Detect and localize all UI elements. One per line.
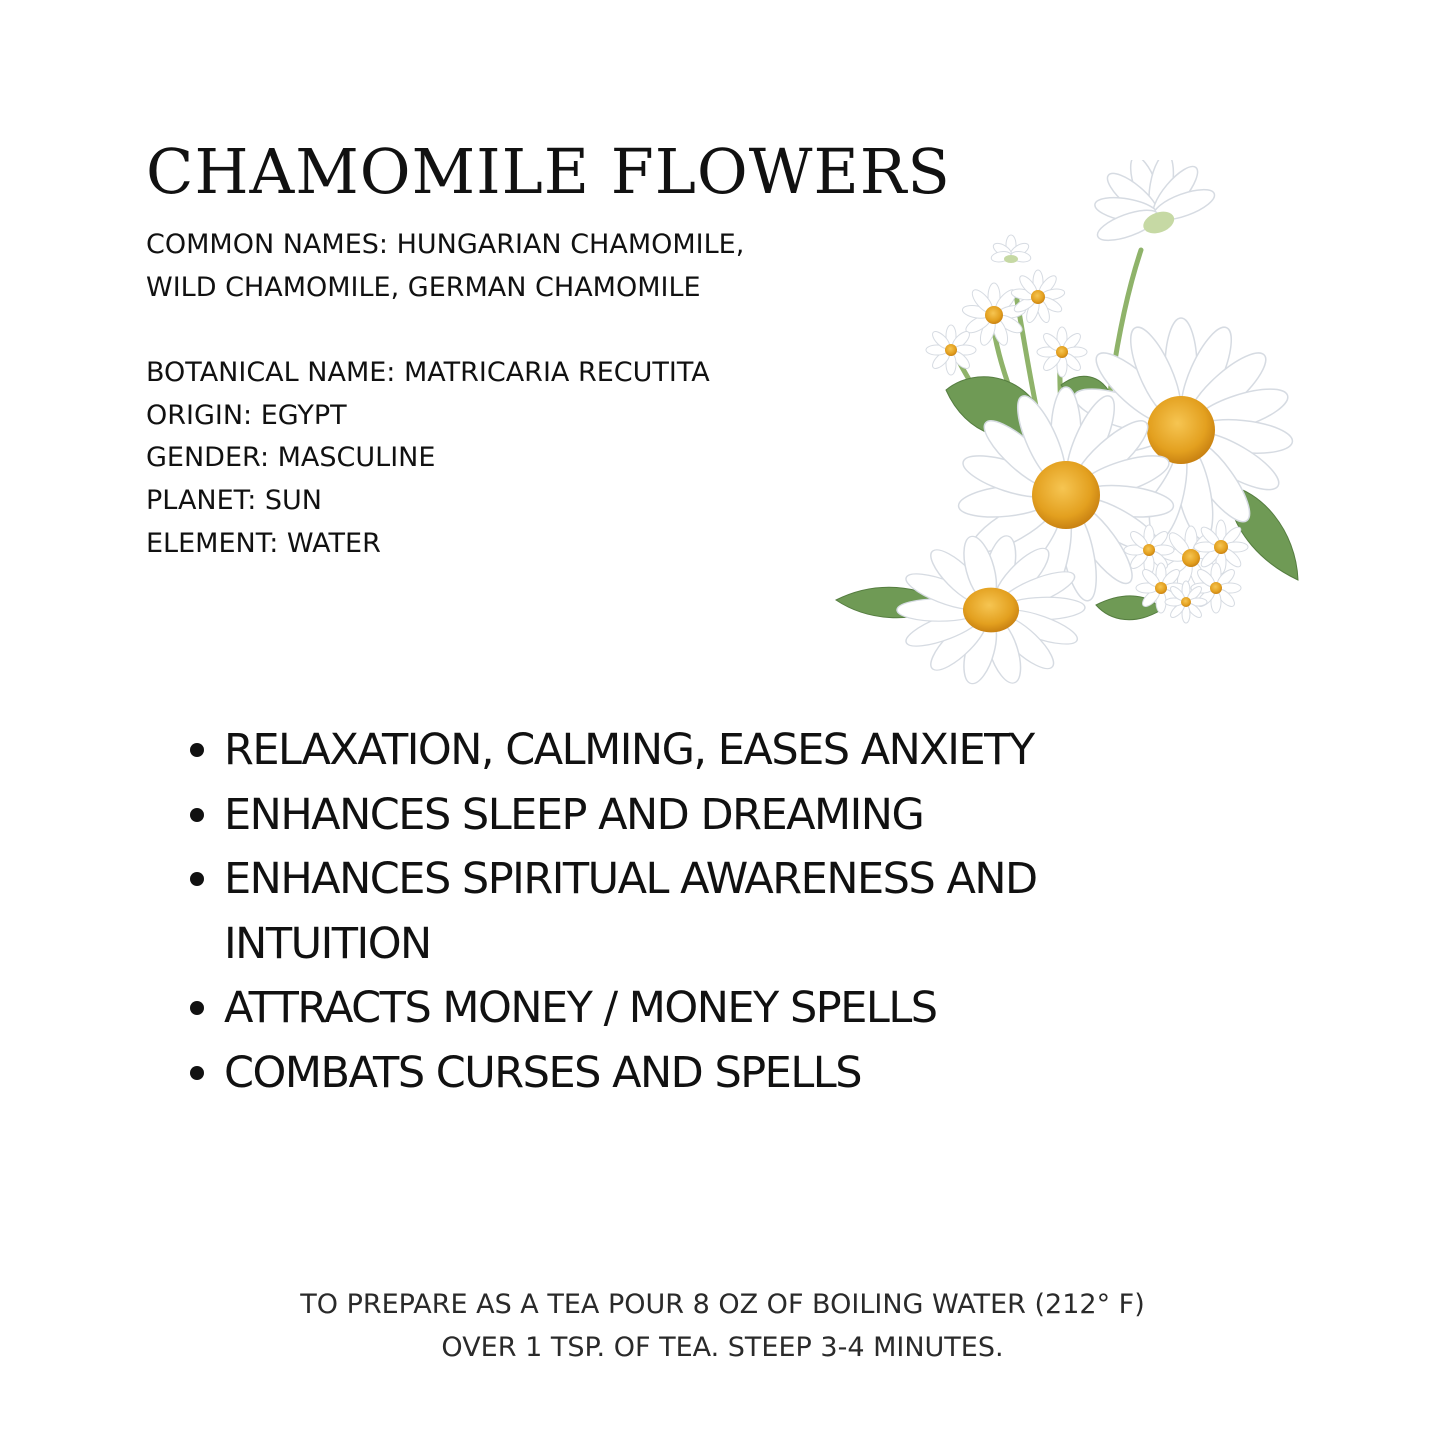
chamomile-bouquet-illustration [826, 160, 1310, 690]
list-item [186, 976, 1226, 1041]
gender: GENDER: MASCULINE [146, 442, 436, 474]
origin: ORIGIN: EGYPT [146, 399, 347, 431]
bullet-icon [190, 743, 204, 757]
daisy-top [1077, 160, 1221, 253]
list-item [186, 1041, 1226, 1106]
instructions-line-1: TO PREPARE AS A TEA POUR 8 OZ OF BOILING WATER (212° F) [300, 1289, 1145, 1320]
benefits-list [186, 718, 1226, 1105]
list-item [186, 718, 1226, 783]
instructions-line-2: OVER 1 TSP. OF TEA. STEEP 3-4 MINUTES. [441, 1332, 1004, 1363]
tea-preparation-instructions [0, 1283, 1445, 1369]
planet: PLANET: SUN [146, 485, 322, 517]
benefit-text: ENHANCES SLEEP AND DREAMING [224, 789, 924, 840]
benefit-text: COMBATS CURSES AND SPELLS [224, 1047, 862, 1098]
bullet-icon [190, 872, 204, 886]
element: ELEMENT: WATER [146, 527, 381, 559]
list-item [186, 847, 1226, 976]
info-spacer [146, 309, 744, 352]
common-names-line-1: COMMON NAMES: HUNGARIAN CHAMOMILE, [146, 229, 745, 260]
list-item [186, 783, 1226, 848]
common-names-line-2: WILD CHAMOMILE, GERMAN CHAMOMILE [146, 271, 701, 303]
benefit-text: RELAXATION, CALMING, EASES ANXIETY [224, 725, 1034, 775]
bullet-icon [190, 1001, 204, 1015]
small-daisies-top [926, 235, 1087, 377]
benefit-text: ATTRACTS MONEY / MONEY SPELLS [224, 983, 937, 1033]
botanical-name: BOTANICAL NAME: MATRICARIA RECUTITA [146, 357, 710, 389]
bullet-icon [190, 1066, 204, 1080]
benefit-text: ENHANCES SPIRITUAL AWARENESS AND INTUITION [224, 854, 1037, 969]
herb-info-block [146, 224, 744, 566]
page-title: CHAMOMILE FLOWERS [146, 135, 951, 208]
bullet-icon [190, 808, 204, 822]
